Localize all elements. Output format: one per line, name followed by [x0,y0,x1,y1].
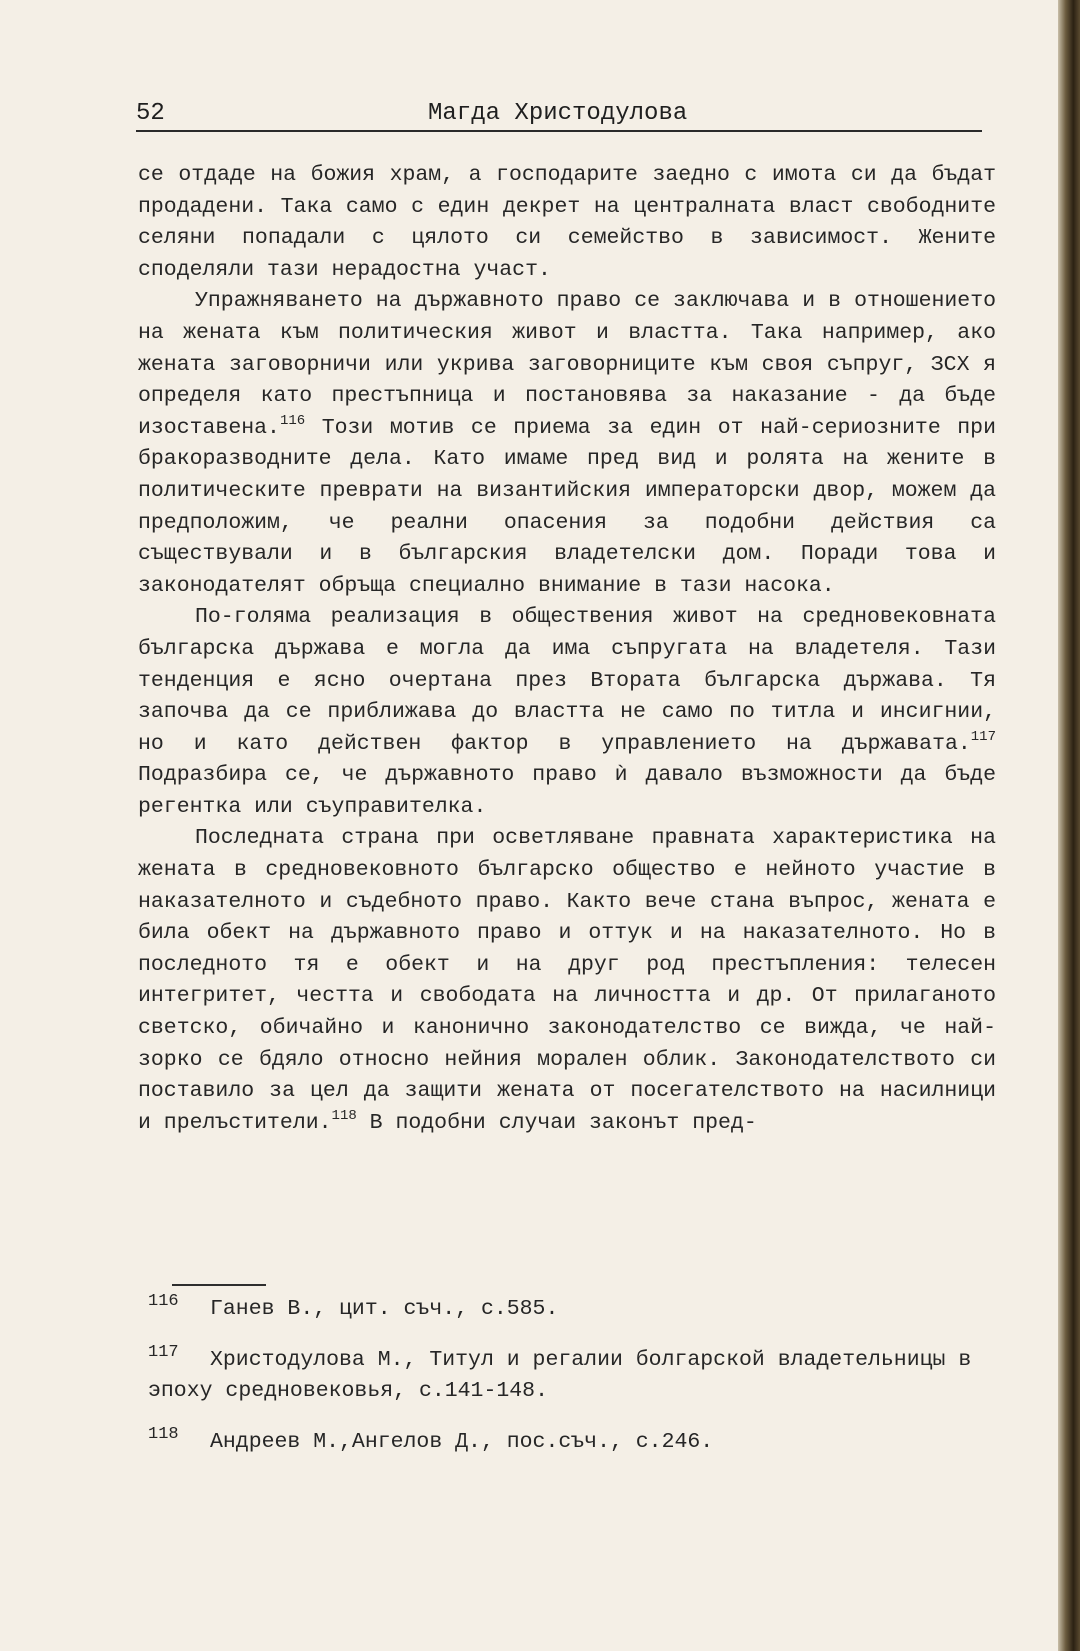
footnote-separator [172,1284,266,1286]
footnote-reference: 117 [970,728,996,745]
footnotes [148,1294,996,1478]
paragraph [138,286,996,602]
paragraph [138,823,996,1139]
body-text [138,160,996,1139]
paragraph-text: Този мотив се приема за един от най-сериозните при бракоразводните дела. Като имаме пред вид и ролята на жените в политическите преврати на византийския императорски двор, можем да предположим, че реални опасения за подобни действия са съществували и в българския владетелски дом. Поради това и законодателят обръща специално внимание в тази насока. [138,415,996,598]
footnote-118: 118 Андреев М.,Ангелов Д., пос.съч., с.246. [148,1425,714,1454]
page-number: 52 [136,100,165,127]
footnote-text: Ганев В., цит. съч., с.585. [210,1297,559,1321]
paragraph-text: Последната страна при осветляване правната характеристика на жената в средновековното българско общество е нейното участие в наказателното и съдебното право. Както вече стана въпрос, жената е била обект на държавното право и оттук и на наказателното. Но в последното тя е обект и на друг род престъпления: телесен интегритет, честта и свободата на личността и др. От прилаганото светско, обичайно и канонично законодателство се вижда, че най-зорко се бдяло относно нейния морален облик. Законодателството си поставило за цел да защити жената от посегателството на насилници и прелъстители. [138,826,996,1135]
footnote-reference: 116 [279,412,306,429]
footnote-reference: 118 [331,1107,357,1124]
paragraph-text: По-голяма реализация в обществения живот на средновековната българска държава е могла да има съпругата на владетеля. Тази тенденция е ясно очертана през Втората българска държава. Тя започва да се приближава до властта не само по титла и инсигнии, но и като действен фактор в управлението на държавата. [138,605,996,756]
paragraph-text: В подобни случаи законът пред- [356,1110,757,1135]
footnote-text: Андреев М.,Ангелов Д., пос.съч., с.246. [210,1430,714,1454]
running-title: Магда Христодулова [428,100,688,127]
paragraph-text: Подразбира се, че държавното право ѝ давало възможности да бъде регентка или съуправителка. [138,763,996,819]
paragraph-text: се отдаде на божия храм, а господарите заедно с имота си да бъдат продадени. Така само с един декрет на централната власт свободните селяни попадали с цялото си семейство в зависимост. Жените споделяли тази нерадостна участ. [138,163,996,282]
paragraph-text: Упражняването на държавното право се заключава и в отношението на жената към политическия живот и властта. Така например, ако жената заговорничи или укрива заговорниците към своя съпруг, ЗСХ я определя като престъпница и постановява за наказание - да бъде изоставена. [138,289,996,440]
paragraph [138,602,996,823]
footnote-text: Христодулова М., Титул и регалии болгарской владетельницы в эпоху средновековья, с.141-148. [148,1348,972,1403]
paragraph-continued [138,160,996,286]
book-spine-edge [1058,0,1080,1651]
footnote-117: 117 Христодулова М., Титул и регалии болгарской владетельницы в эпоху средновековья, с.141-148. [148,1343,972,1403]
footnote-116: 116 Ганев В., цит. съч., с.585. [148,1292,559,1321]
page-header [136,100,982,132]
